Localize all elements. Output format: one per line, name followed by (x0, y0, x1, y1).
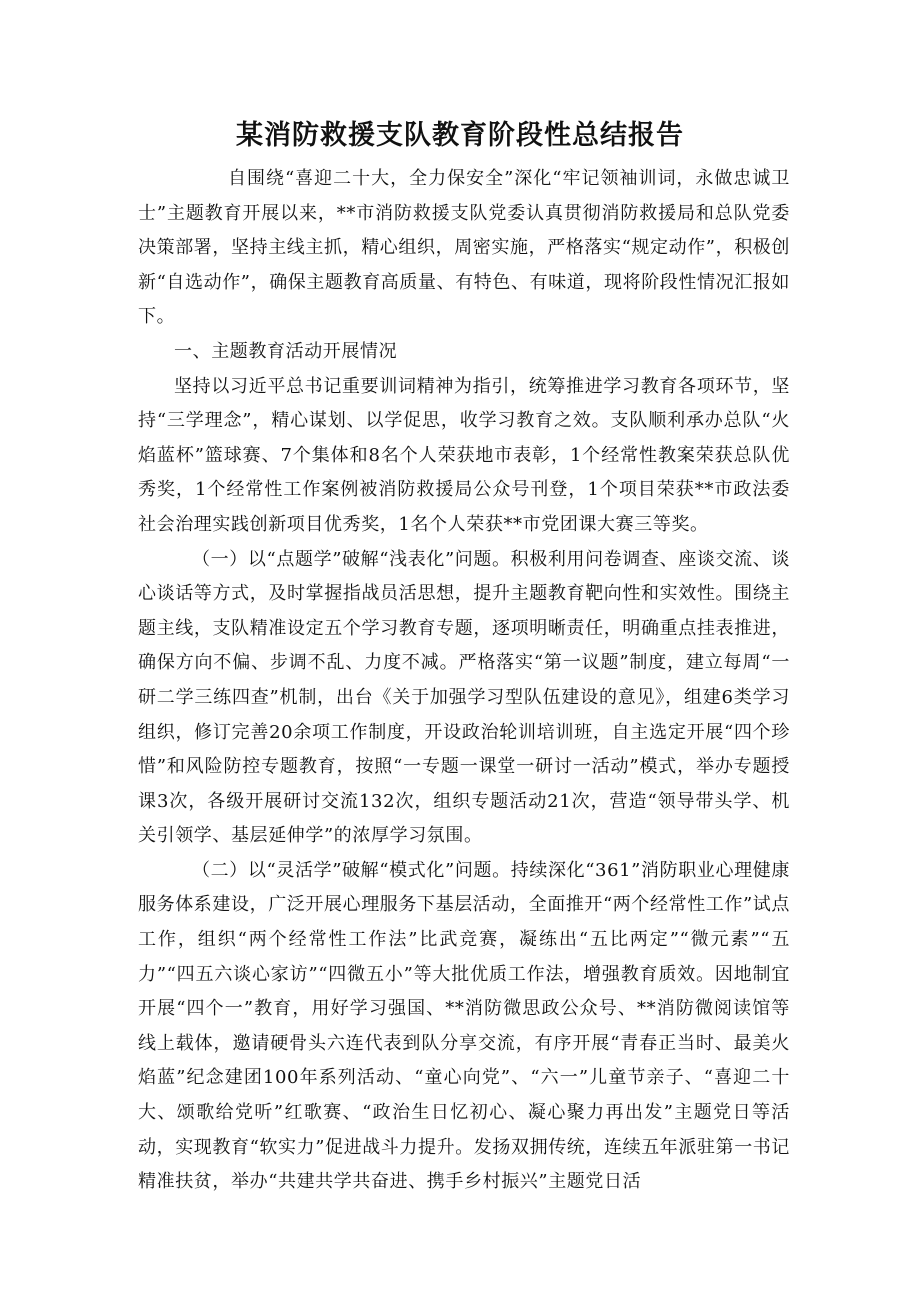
subsection-1-paragraph: （一）以“点题学”破解“浅表化”问题。积极利用问卷调查、座谈交流、谈心谈话等方式，及时掌握指战员活思想，提升主题教育靶向性和实效性。围绕主题主线，支队精准设定五个学习教育专题，逐项明晰责任，明确重点挂表推进，确保方向不偏、步调不乱、力度不减。严格落实“第一议题”制度，建立每周“一研二学三练四查”机制，出台《关于加强学习型队伍建设的意见》，组建6类学习组织，修订完善20余项工作制度，开设政治轮训培训班，自主选定开展“四个珍惜”和风险防控专题教育，按照“一专题一课堂一研讨一活动”模式，举办专题授课3次，各级开展研讨交流132次，组织专题活动21次，营造“领导带头学、机关引领学、基层延伸学”的浓厚学习氛围。 (138, 548, 790, 847)
intro-paragraph: 自围绕“喜迎二十大，全力保安全”深化“牢记领袖训词，永做忠诚卫士”主题教育开展以来，**市消防救援支队党委认真贯彻消防救援局和总队党委决策部署，坚持主线主抓，精心组织，周密实施，严格落实“规定动作”，积极创新“自选动作”，确保主题教育高质量、有特色、有味道，现将阶段性情况汇报如下。 (138, 168, 791, 328)
subsection-2-paragraph: （二）以“灵活学”破解“模式化”问题。持续深化“361”消防职业心理健康服务体系建设，广泛开展心理服务下基层活动，全面推开“两个经常性工作”试点工作，组织“两个经常性工作法”比武竞赛，凝练出“五比两定”“微元素”“五力”“四五六谈心家访”“四微五小”等大批优质工作法，增强教育质效。因地制宜开展“四个一”教育，用好学习强国、**消防微思政公众号、**消防微阅读馆等线上载体，邀请硬骨头六连代表到队分享交流，有序开展“青春正当时、最美火焰蓝”纪念建团100年系列活动、“童心向党”、“六一”儿童节亲子、“喜迎二十大、颂歌给党听”红歌赛、“政治生日忆初心、凝心聚力再出发”主题党日等活动，实现教育“软实力”促进战斗力提升。发扬双拥传统，连续五年派驻第一书记精准扶贫，举办“共建共学共奋进、携手乡村振兴”主题党日活 (138, 859, 791, 1193)
document-body (138, 162, 790, 1200)
section-heading: 一、主题教育活动开展情况 (174, 340, 398, 362)
section-paragraph: 坚持以习近平总书记重要训词精神为指引，统筹推进学习教育各项环节，坚持“三学理念”，精心谋划、以学促思，收学习教育之效。支队顺利承办总队“火焰蓝杯”篮球赛、7个集体和8名个人荣获地市表彰，1个经常性教案荣获总队优秀奖，1个经常性工作案例被消防救援局公众号刊登，1个项目荣获**市政法委社会治理实践创新项目优秀奖，1名个人荣获**市党团课大赛三等奖。 (138, 375, 790, 535)
document-title: 某消防救援支队教育阶段性总结报告 (236, 120, 684, 151)
